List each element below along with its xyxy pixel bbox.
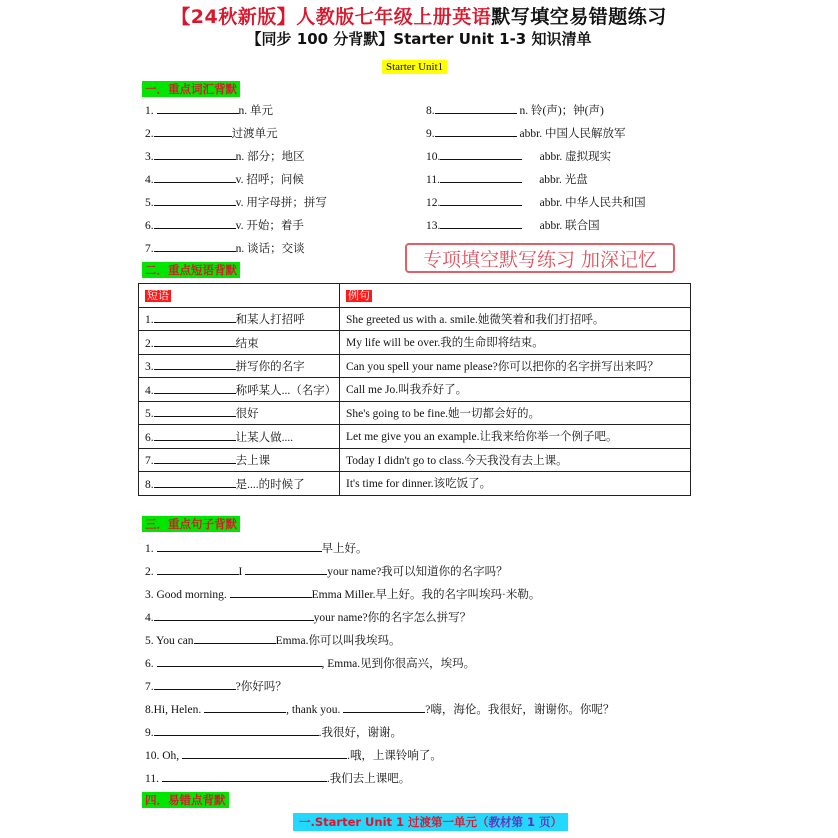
sentence-blank[interactable] bbox=[157, 562, 239, 575]
section-sentences-heading: 三．重点句子背默 bbox=[142, 515, 240, 533]
vocab-blank[interactable] bbox=[440, 216, 522, 229]
vocab-item: 1. n. 单元 bbox=[145, 101, 273, 118]
sentence-item: 8.Hi, Helen. , thank you. ?嗨，海伦。我很好，谢谢你。你呢？ bbox=[145, 700, 614, 717]
vocab-blank[interactable] bbox=[435, 124, 517, 137]
phrase-blank[interactable] bbox=[154, 310, 236, 323]
sentence-item: 2. I your name?我可以知道你的名字吗？ bbox=[145, 562, 508, 579]
vocab-blank[interactable] bbox=[154, 147, 236, 160]
sentence-blank[interactable] bbox=[154, 677, 236, 690]
table-row: 8. 是....的时候了 It's time for dinner.该吃饭了。 bbox=[139, 472, 691, 496]
sentence-blank[interactable] bbox=[157, 539, 322, 552]
table-row: 6. 让某人做.... Let me give you an example.让我来给你举一个例子吧。 bbox=[139, 425, 691, 449]
sentence-item: 11. .我们去上课吧。 bbox=[145, 769, 410, 786]
phrase-blank[interactable] bbox=[154, 475, 236, 488]
vocab-item: 9. abbr. 中国人民解放军 bbox=[426, 124, 626, 141]
vocab-blank[interactable] bbox=[154, 124, 232, 137]
table-row: 5. 很好 She's going to be fine.她一切都会好的。 bbox=[139, 401, 691, 425]
vocab-blank[interactable] bbox=[157, 101, 239, 114]
phrase-blank[interactable] bbox=[154, 451, 236, 464]
vocab-item: 11. abbr. 光盘 bbox=[426, 170, 588, 187]
sentence-blank[interactable] bbox=[182, 746, 347, 759]
phrase-table bbox=[138, 283, 691, 496]
vocab-item: 4. v. 招呼；问候 bbox=[145, 170, 304, 187]
sentence-blank[interactable] bbox=[194, 631, 276, 644]
vocab-item: 2. 过渡单元 bbox=[145, 124, 278, 141]
sentence-blank[interactable] bbox=[157, 654, 322, 667]
vocab-blank[interactable] bbox=[435, 101, 517, 114]
sentence-blank[interactable] bbox=[162, 769, 327, 782]
sentence-item: 5. You can Emma.你可以叫我埃玛。 bbox=[145, 631, 400, 648]
phrase-blank[interactable] bbox=[154, 381, 236, 394]
practice-stamp: 专项填空默写练习 加深记忆 bbox=[405, 243, 675, 273]
unit-tag: Starter Unit1 bbox=[382, 57, 447, 75]
page-title bbox=[0, 2, 838, 29]
sentence-item: 3. Good morning. Emma Miller.早上好。我的名字叫埃玛·米勒。 bbox=[145, 585, 540, 602]
table-header-cell: 短语 bbox=[139, 284, 340, 308]
sentence-blank[interactable] bbox=[204, 700, 286, 713]
sentence-item: 4. your name?你的名字怎么拼写？ bbox=[145, 608, 471, 625]
sentence-item: 9. .我很好，谢谢。 bbox=[145, 723, 402, 740]
unit-section-tag: 一.Starter Unit 1 过渡第一单元（教材第 1 页） bbox=[293, 813, 568, 831]
vocab-item: 5. v. 用字母拼；拼写 bbox=[145, 193, 327, 210]
page-subtitle: 【同步 100 分背默】Starter Unit 1-3 知识清单 bbox=[246, 30, 592, 48]
table-row: 3. 拼写你的名字 Can you spell your name please?你可以把你的名字拼写出来吗？ bbox=[139, 354, 691, 378]
sentence-blank[interactable] bbox=[245, 562, 327, 575]
section-phrases-heading: 二．重点短语背默 bbox=[142, 261, 240, 279]
table-row: 2. 结束 My life will be over.我的生命即将结束。 bbox=[139, 331, 691, 355]
title-red: 【24秋新版】人教版七年级上册英语 bbox=[171, 6, 492, 28]
phrase-blank[interactable] bbox=[154, 404, 236, 417]
section-errors-heading: 四．易错点背默 bbox=[142, 791, 229, 809]
vocab-item: 13. abbr. 联合国 bbox=[426, 216, 600, 233]
vocab-blank[interactable] bbox=[154, 170, 236, 183]
sentence-item: 10. Oh, .哦，上课铃响了。 bbox=[145, 746, 442, 763]
vocab-item: 12. abbr. 中华人民共和国 bbox=[426, 193, 646, 210]
table-row: 1. 和某人打招呼 She greeted us with a. smile.她微笑着和我们打招呼。 bbox=[139, 307, 691, 331]
vocab-blank[interactable] bbox=[440, 170, 522, 183]
sentence-item: 7. ?你好吗？ bbox=[145, 677, 287, 694]
table-header-cell: 例句 bbox=[340, 284, 691, 308]
title-black: 默写填空易错题练习 bbox=[491, 6, 667, 28]
sentence-blank[interactable] bbox=[154, 723, 319, 736]
table-header-row bbox=[139, 284, 691, 308]
sentence-blank[interactable] bbox=[230, 585, 312, 598]
vocab-item: 7. n. 谈话；交谈 bbox=[145, 239, 305, 256]
vocab-item: 6. v. 开始；着手 bbox=[145, 216, 304, 233]
vocab-item: 10. abbr. 虚拟现实 bbox=[426, 147, 611, 164]
phrase-blank[interactable] bbox=[154, 357, 236, 370]
phrase-blank[interactable] bbox=[154, 334, 236, 347]
vocab-item: 8. n. 铃(声)；钟(声) bbox=[426, 101, 604, 118]
table-row: 4. 称呼某人...（名字） Call me Jo.叫我乔好了。 bbox=[139, 378, 691, 402]
table-row: 7. 去上课 Today I didn't go to class.今天我没有去上课。 bbox=[139, 448, 691, 472]
vocab-blank[interactable] bbox=[154, 239, 236, 252]
vocab-blank[interactable] bbox=[440, 147, 522, 160]
sentence-blank[interactable] bbox=[343, 700, 425, 713]
vocab-blank[interactable] bbox=[440, 193, 522, 206]
vocab-blank[interactable] bbox=[154, 193, 236, 206]
sentence-item: 1. 早上好。 bbox=[145, 539, 368, 556]
vocab-item: 3. n. 部分；地区 bbox=[145, 147, 305, 164]
sentence-blank[interactable] bbox=[154, 608, 314, 621]
section-vocab-heading: 一．重点词汇背默 bbox=[142, 80, 240, 98]
phrase-blank[interactable] bbox=[154, 428, 236, 441]
vocab-blank[interactable] bbox=[154, 216, 236, 229]
sentence-item: 6. , Emma.见到你很高兴，埃玛。 bbox=[145, 654, 475, 671]
